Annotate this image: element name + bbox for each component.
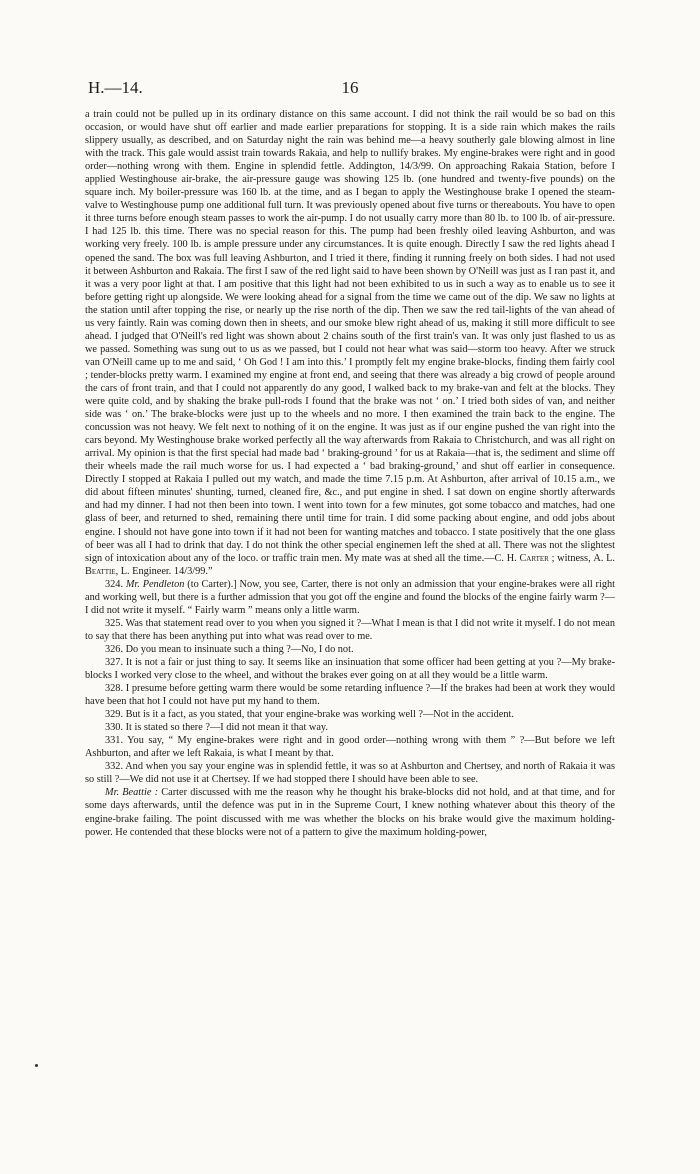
- question-330: 330. It is stated so there ?—I did not mean it that way.: [105, 722, 328, 734]
- carter-statement-text: a train could not be pulled up in its ordinary distance on this same account. I did not think the rail would be so bad on this occasion, or would have shut off earlier and made earlier preparations for stopping. It is a side rain which makes the rails slippery usually, as described, and on Saturday night the rain was behind me—a heavy southerly gale blowing almost in line with the track. This gale would assist train towards Rakaia, and help to nullify brakes. My engine-brakes were right and in good order—nothing wrong with them. Engine in splendid fettle. Addington, 14/3/99. On approaching Rakaia Station, before I applied Westinghouse air-brake, the air-pressure gauge was showing 125 lb. (one hundred and twenty-five pounds) on the square inch. My boiler-pressure was 160 lb. at the time, and as I began to apply the Westinghouse brake I opened the steam-valve to Westinghouse pump one additional full turn. It was previously opened about five turns or thereabouts. You have to open it three turns before enough steam passes to work the air-pump. I do not usually carry more than 80 lb. to 100 lb. of air-pressure. I had 125 lb. this time. There was no special reason for this. The pump had been freshly oiled leaving Ashburton, and was working very freely. 100 lb. is ample pressure under any circumstances. It is quite enough. Directly I saw the red lights ahead I opened the sand. The box was full leaving Ashburton, and I tried it there, finding it running freely on both sides. I had not used it between Ashburton and Rakaia. The first I saw of the red light said to have been shown by O'Neill was just as I ran past it, and it was a very poor light at that. I am positive that this light had not been exhibited to us in such a way as to enable us to see it before getting right up alongside. We were looking ahead for a signal from the time we came out of the dip. We saw no lights at the station until after topping the rise, or nearly up the rise north of the dip. Then we saw the red tail-lights of the van ahead of us very faintly. Rain was coming down then in sheets, and our smoke blew right ahead of us, making it still more difficult to see ahead. I judged that O'Neill's red light was shown about 2 chains south of the first train's van. It was only just flashed to us as we passed. Something was sung out to us as we passed, but I could not hear what was said—storm too heavy. After we struck van O'Neill came up to me and said, ‘ Oh God ! I am into this.’ I promptly felt my engine brake-blocks, finding them fairly cool ; tender-blocks pretty warm. I examined my engine at front end, and seeing that there was already a big crowd of people around the cars of front train, and that I could not apparently do any good, I walked back to my brake-van and felt at the blocks. They were quite cold, and by shaking the brake pull-rods I found that the brake was not ‘ on.’ I tried both sides of van, and neither side was ‘ on.’ The brake-blocks were just up to the wheels and no more. I then examined the train back to the engine. The concussion was not heavy. We felt next to nothing of it on the engine. It was just as if our engine pushed the van right into the cars beyond. My Westinghouse brake worked perfectly all the way afterwards from Rakaia to Christchurch, and was all right on arrival. My opinion is that the first special had made bad ‘ braking-ground ’ for us at Rakaia—that is, the sediment and slime off their wheels made the rail much worse for us. I had expected a ‘ bad braking-ground,’ and shut off earlier in consequence. Directly I stopped at Rakaia I pulled out my watch, and made the time 7.15 p.m. At Ashburton, after arrival of 10.15 a.m., we did about fifteen minutes' shunting, turned, cleaned fire, &c., and put engine in shed. I sat down on engine shortly afterwards and had my dinner. I had not then been into town. I went into town for a few minutes, got some tobacco and matches, had one glass of beer, and returned to shed, remaining there until time for train. I did some packing about engine, and odd jobs about engine. I should not have gone into town if it had not been for wanting matches and tobacco. I state positively that the one glass of beer was all I had to drink that day. I do not think the other special enginemen left the shed at all. There was not the slightest sign of intoxication about any of the loco. or traffic train men. My mate was at shed all the time.—: [85, 109, 615, 564]
- carter-statement-paragraph: [85, 108, 615, 578]
- question-332: 332. And when you say your engine was in splendid fettle, it was so at Ashburton and Chertsey, and north of Rakaia it was so still ?—We did not use it at Chertsey. If we had stopped there I should have been able to see.: [85, 761, 615, 786]
- statement-text: Carter discussed with me the reason why he thought his brake-blocks did not hold, and at that time, and for some days afterwards, until the defence was put in in the Supreme Court, I knew nothing whatever about this theory of the engine-brake failing. The point discussed with me was whether the blocks on his brake would give the maximum holding-power. He contended that these blocks were not of a pattern to give the maximum holding-power,: [85, 787, 616, 838]
- report-reference: H.—14.: [88, 78, 143, 97]
- speaker-name: Mr. Beattie :: [105, 787, 159, 799]
- witness-prefix: ; witness,: [548, 552, 594, 564]
- question-number: 324.: [105, 578, 124, 590]
- question-328: 328. I presume before getting warm there would be some retarding influence ?—If the brakes had been at work they would have been that hot I could not have put my hand to them.: [85, 683, 615, 708]
- page-number: 16: [341, 78, 359, 97]
- question-331: 331. You say, “ My engine-brakes were right and in good order—nothing wrong with them ” ?—But before we left Ashburton, and after we left Rakaia, is what I meant by that.: [85, 735, 615, 760]
- question-327: 327. It is not a fair or just thing to say. It seems like an insinuation that some officer had been getting at you ?—My brake-blocks I worked very close to the wheel, and without the brakes ever going on at all they would be a little warm.: [85, 656, 615, 682]
- margin-mark: [35, 1064, 38, 1067]
- speaker-name: Mr. Pendleton: [125, 578, 185, 590]
- question-324: [85, 578, 615, 617]
- question-326: 326. Do you mean to insinuate such a thing ?—No, I do not.: [105, 643, 354, 655]
- question-text: (to Carter).] Now, you see, Carter, there is not only an admission that your engine-brakes were all right and working well, but there is a further admission that you got off the engine and found the blocks of the engine fairly warm ?—I did not write it myself. “ Fairly warm ” means only a little warm.: [85, 578, 615, 616]
- page-header: [88, 78, 612, 98]
- question-325: 325. Was that statement read over to you when you signed it ?—What I mean is that I did not write it myself. I do not mean to say that there has been anything put into what was read over to me.: [85, 617, 615, 642]
- signatory-name: C. H. Carter: [494, 552, 549, 564]
- witness-suffix: , L. Engineer. 14/3/99.”: [115, 565, 213, 577]
- document-body: [85, 108, 615, 839]
- question-329: 329. But is it a fact, as you stated, that your engine-brake was working well ?—Not in the accident.: [105, 709, 514, 721]
- beattie-statement: [85, 786, 615, 838]
- witness-name: A. L. Beattie: [85, 552, 616, 577]
